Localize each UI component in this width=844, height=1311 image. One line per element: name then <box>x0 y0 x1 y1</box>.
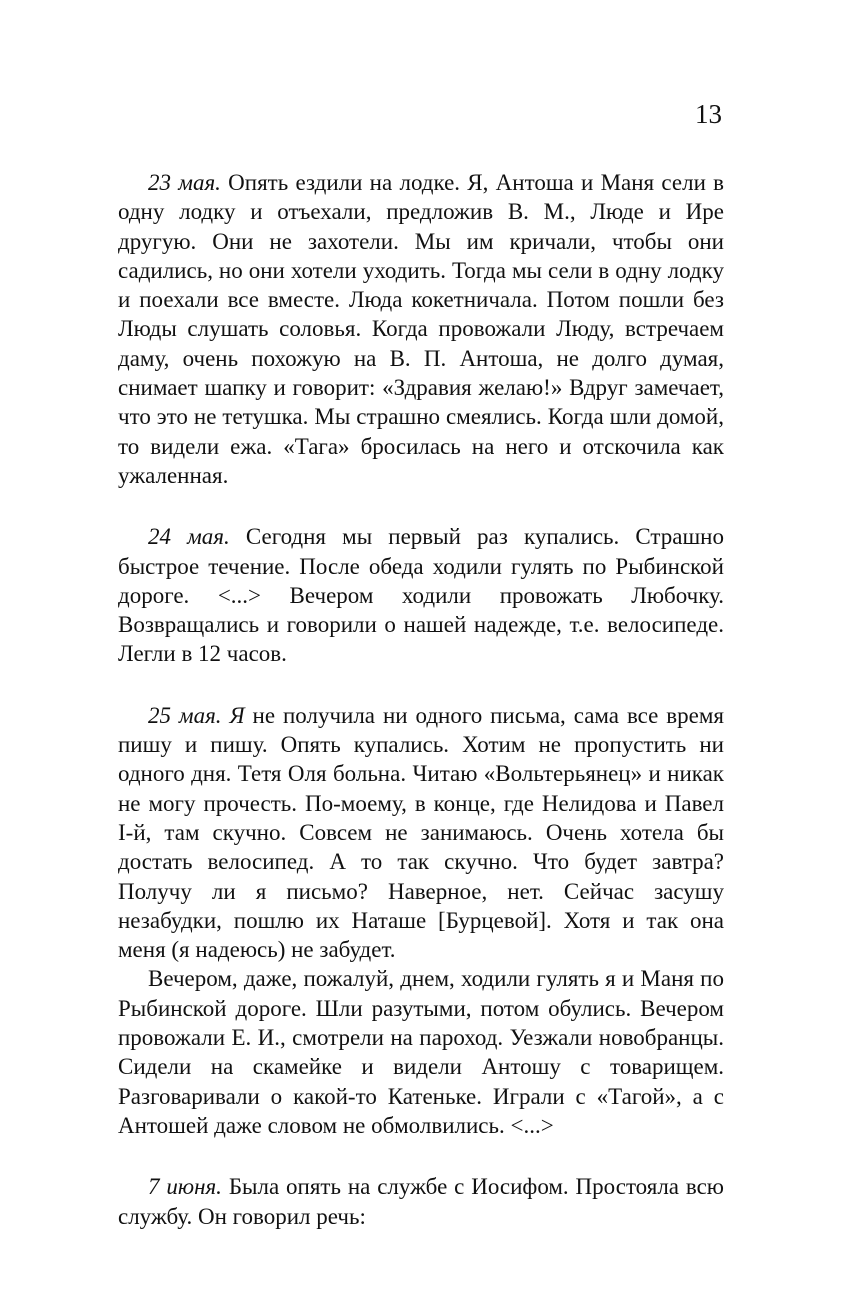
entry-continuation-paragraph: Вечером, даже, пожалуй, днем, ходили гулять я и Маня по Рыбинской дороге. Шли разутыми, потом обулись. Вечером провожали Е. И., смотрели на пароход. Уезжали новобранцы. Сидели на скамейке и видели Антошу с товарищем. Разговаривали о какой-то Катеньке. Играли с «Тагой», а с Антошей даже словом не обмолвились. <...> <box>118 966 724 1138</box>
diary-entry-may-25 <box>118 701 724 1140</box>
entry-date: 7 июня. <box>148 1174 222 1200</box>
entry-text: Опять ездили на лодке. Я, Антоша и Маня сели в одну лодку и отъехали, предложив В. М., Люде и Ире другую. Они не захотели. Мы им кричали, чтобы они садились, но они хотели уходить. Тогда мы сели в одну лодку и поехали все вместе. Люда кокетничала. Потом пошли без Люды слушать соловья. Когда провожали Люду, встречаем даму, очень похожую на В. П. Антоша, не долго думая, снимает шапку и говорит: «Здравия желаю!» Вдруг замечает, что это не тетушка. Мы страшно смеялись. Когда шли домой, то видели ежа. «Тага» бросилась на него и отскочила как ужаленная. <box>118 170 724 488</box>
entry-date: 23 мая. <box>148 170 221 195</box>
diary-entry-june-7 <box>118 1172 724 1231</box>
entry-text: Была опять на службе с Иосифом. Простояла всю службу. Он говорил речь: <box>118 1174 724 1229</box>
entry-paragraph <box>118 701 724 965</box>
entry-date: 24 мая. <box>148 524 230 550</box>
entry-date: 25 мая. Я <box>148 702 245 728</box>
diary-entry-may-23 <box>118 168 724 490</box>
entry-paragraph <box>118 522 724 668</box>
diary-text <box>118 168 724 1263</box>
entry-paragraph <box>118 1172 724 1231</box>
entry-paragraph <box>118 168 724 490</box>
entry-text: Сегодня мы первый раз купались. Страшно быстрое течение. После обеда ходили гулять по Рыбинской дороге. <...> Вечером ходили провожать Любочку. Возвращались и говорили о нашей надежде, т.е. велосипеде. Легли в 12 часов. <box>118 524 724 667</box>
page-number: 13 <box>695 99 722 129</box>
diary-entry-may-24 <box>118 522 724 668</box>
entry-text: не получила ни одного письма, сама все время пишу и пишу. Опять купались. Хотим не пропустить ни одного дня. Тетя Оля больна. Читаю «Вольтерьянец» и никак не могу прочесть. По-моему, в конце, где Нелидова и Павел I-й, там скучно. Совсем не занимаюсь. Очень хотела бы достать велосипед. А то так скучно. Что будет завтра? Получу ли я письмо? Наверное, нет. Сейчас засушу незабудки, пошлю их Наташе [Бурцевой]. Хотя и так она меня (я надеюсь) не забудет. <box>118 702 724 963</box>
